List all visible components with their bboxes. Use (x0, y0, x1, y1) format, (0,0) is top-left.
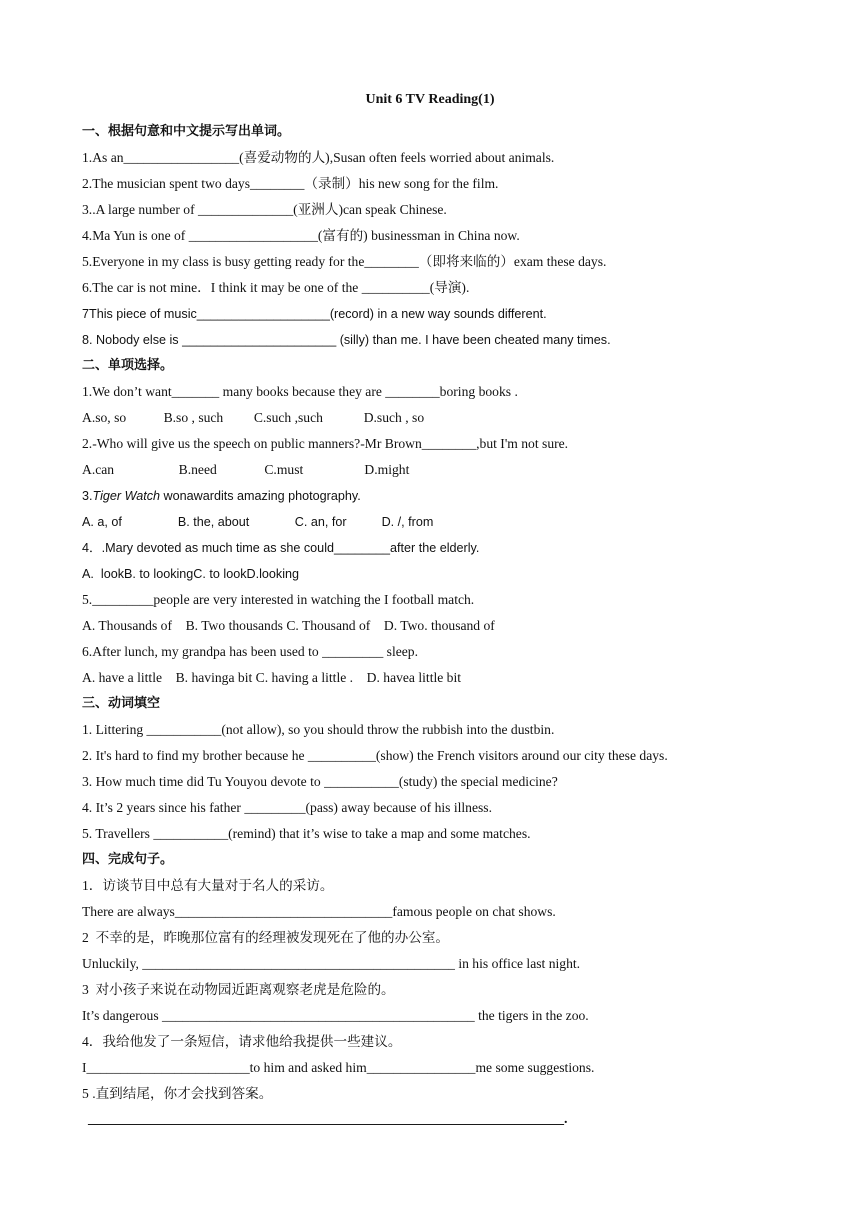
options-line: A. Thousands of B. Two thousands C. Thousand of D. Two. thousand of (82, 618, 495, 633)
chinese-prompt: 1．访谈节目中总有大量对于名人的采访。 (82, 878, 334, 893)
question-line: 1.We don’t want_______ many books because they are ________boring books . (82, 384, 518, 399)
section-heading-4: 四、完成句子。 (82, 852, 174, 867)
english-answer-line: It’s dangerous ______________________________________________ the tigers in the zoo. (82, 1008, 589, 1023)
chinese-prompt: 2 不幸的是，昨晚那位富有的经理被发现死在了他的办公室。 (82, 930, 450, 945)
question-line: 2.The musician spent two days________（录制）his new song for the film. (82, 176, 499, 191)
question-line: 6.After lunch, my grandpa has been used to _________ sleep. (82, 644, 418, 659)
question-line: 8. Nobody else is ______________________ (silly) than me. I have been cheated many times. (82, 333, 611, 347)
chinese-prompt: 4．我给他发了一条短信，请求他给我提供一些建议。 (82, 1034, 402, 1049)
question-line: 1. Littering ___________(not allow), so you should throw the rubbish into the dustbin. (82, 722, 555, 737)
answer-blank-line: ____________________________________________________________________. (88, 1112, 568, 1127)
question-line: 5.Everyone in my class is busy getting ready for the________（即将来临的）exam these days. (82, 254, 607, 269)
chinese-prompt: 5 .直到结尾，你才会找到答案。 (82, 1086, 273, 1101)
options-line: A.can B.need C.must D.might (82, 462, 410, 477)
question-line: 4.Ma Yun is one of ___________________(富有的) businessman in China now. (82, 228, 520, 243)
options-line: A. lookB. to lookingC. to lookD.looking (82, 567, 300, 581)
question-number: 3. (82, 489, 93, 503)
question-line: 5. Travellers ___________(remind) that it’s wise to take a map and some matches. (82, 826, 531, 841)
english-answer-line: I________________________to him and asked him________________me some suggestions. (82, 1060, 595, 1075)
section-heading-2: 二、单项选择。 (82, 358, 174, 373)
question-line: 7This piece of music___________________(record) in a new way sounds different. (82, 307, 547, 321)
question-line: 4．.Mary devoted as much time as she could________after the elderly. (82, 541, 480, 555)
english-answer-line: There are always________________________________famous people on chat shows. (82, 904, 556, 919)
question-line: 1.As an_________________(喜爱动物的人),Susan often feels worried about animals. (82, 150, 555, 165)
question-line: 5._________people are very interested in watching the I football match. (82, 592, 475, 607)
options-line: A. have a little B. havinga bit C. having a little . D. havea little bit (82, 670, 462, 685)
page-title: Unit 6 TV Reading(1) (365, 92, 495, 107)
options-line: A.so, so B.so , such C.such ,such D.such , so (82, 410, 425, 425)
question-line: 2. It's hard to find my brother because he __________(show) the French visitors around our city these days. (82, 748, 668, 763)
question-line: 6.The car is not mine．I think it may be one of the __________(导演). (82, 280, 470, 295)
question-line: 2.-Who will give us the speech on public manners?-Mr Brown________,but I'm not sure. (82, 436, 569, 451)
section-heading-3: 三、动词填空 (82, 696, 161, 711)
options-line: A. a, of B. the, about C. an, for D. /, from (82, 515, 434, 529)
section-heading-1: 一、根据句意和中文提示写出单词。 (82, 124, 291, 139)
chinese-prompt: 3 对小孩子来说在动物园近距离观察老虎是危险的。 (82, 982, 395, 997)
question-text: wonawardits amazing photography. (160, 489, 361, 503)
question-line: 3..A large number of ______________(亚洲人)can speak Chinese. (82, 202, 447, 217)
english-answer-line: Unluckily, ______________________________________________ in his office last night. (82, 956, 581, 971)
question-line: 4. It’s 2 years since his father _________(pass) away because of his illness. (82, 800, 492, 815)
question-line (82, 487, 361, 505)
question-line: 3. How much time did Tu Youyou devote to ___________(study) the special medicine? (82, 774, 558, 789)
italic-title: Tiger Watch (92, 489, 161, 503)
